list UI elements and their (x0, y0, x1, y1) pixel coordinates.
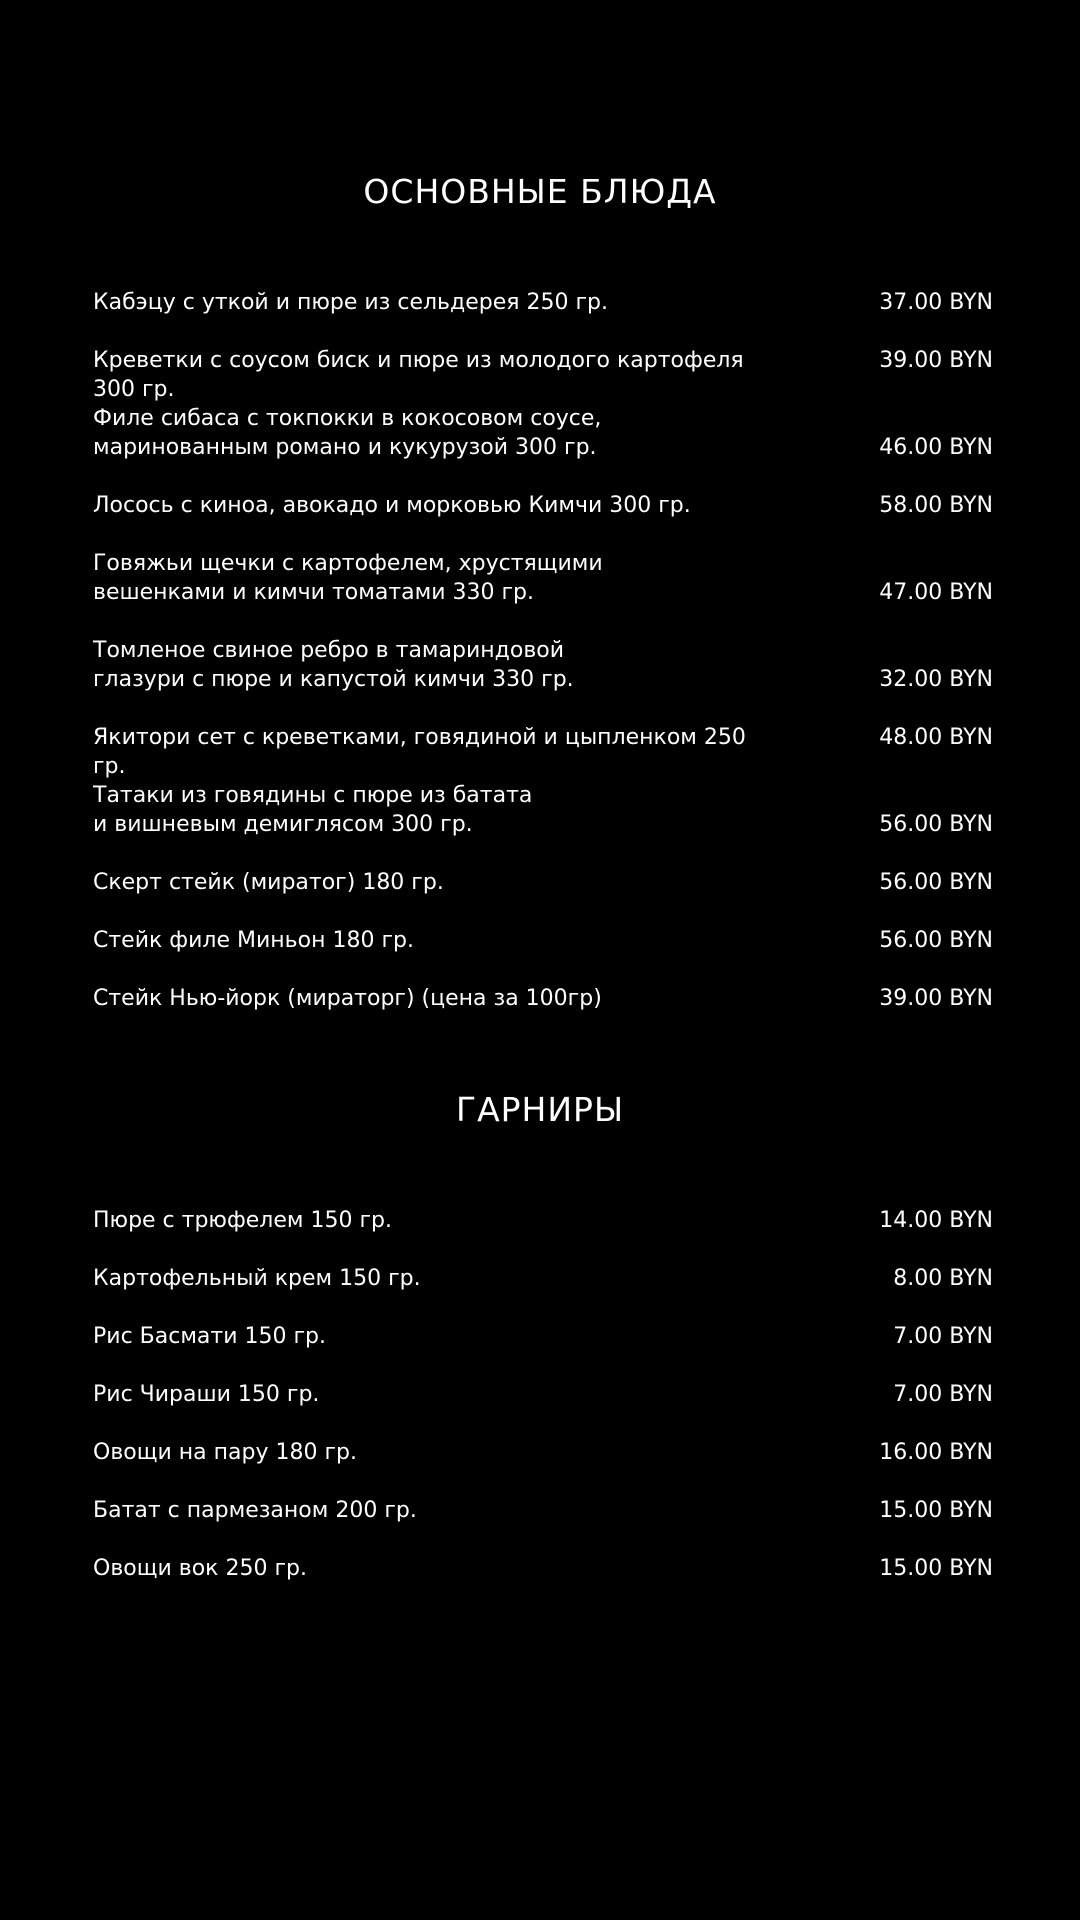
menu-item-name: Креветки с соусом биск и пюре из молодого картофеля 300 гр. (93, 348, 744, 402)
menu-item (93, 549, 993, 607)
menu-item-price: 7.00 BYN (893, 1324, 993, 1349)
section-title-main-dishes: ОСНОВНЫЕ БЛЮДА (363, 172, 717, 211)
menu-item-price: 56.00 BYN (879, 928, 993, 953)
menu-item (93, 1438, 993, 1467)
menu-item-price: 46.00 BYN (879, 435, 993, 460)
menu-item-price: 47.00 BYN (879, 580, 993, 605)
menu-item-name: Стейк Нью-йорк (мираторг) (цена за 100гр) (93, 986, 602, 1011)
menu-item (93, 926, 993, 955)
menu-item-name: Пюре с трюфелем 150 гр. (93, 1208, 392, 1233)
menu-item (93, 868, 993, 897)
menu-item-price: 56.00 BYN (879, 870, 993, 895)
menu-item (93, 1554, 993, 1583)
menu-item (93, 1322, 993, 1351)
menu-item-name: Говяжьи щечки с картофелем, хрустящими вешенками и кимчи томатами 330 гр. (93, 551, 603, 605)
menu-item (93, 404, 993, 462)
menu-item-price: 7.00 BYN (893, 1382, 993, 1407)
menu-item-price: 37.00 BYN (879, 290, 993, 315)
menu-item-price: 8.00 BYN (893, 1266, 993, 1291)
menu-item-price: 56.00 BYN (879, 812, 993, 837)
menu-item-name: Кабэцу с уткой и пюре из сельдерея 250 гр. (93, 290, 609, 315)
menu-item-name: Рис Басмати 150 гр. (93, 1324, 327, 1349)
menu-item-price: 15.00 BYN (879, 1556, 993, 1581)
menu-item (93, 1496, 993, 1525)
menu-item-name: Картофельный крем 150 гр. (93, 1266, 421, 1291)
menu-item-name: Овощи вок 250 гр. (93, 1556, 307, 1581)
menu-item-price: 39.00 BYN (879, 986, 993, 1011)
menu-item (93, 491, 993, 520)
menu-item-price: 32.00 BYN (879, 667, 993, 692)
menu-item-name: Татаки из говядины с пюре из батата и вишневым демиглясом 300 гр. (93, 783, 533, 837)
menu-item-price: 39.00 BYN (879, 348, 993, 373)
menu-item-name: Филе сибаса с токпокки в кокосовом соусе, маринованным романо и кукурузой 300 гр. (93, 406, 602, 460)
menu-item (93, 346, 993, 402)
menu-item-name: Скерт стейк (миратог) 180 гр. (93, 870, 444, 895)
menu-item-name: Томленое свиное ребро в тамариндовой глазури с пюре и капустой кимчи 330 гр. (93, 638, 574, 692)
menu-item-name: Рис Чираши 150 гр. (93, 1382, 320, 1407)
menu-item-price: 58.00 BYN (879, 493, 993, 518)
menu-item (93, 1264, 993, 1293)
menu-item (93, 723, 993, 779)
menu-item-name: Якитори сет с креветками, говядиной и цыпленком 250 гр. (93, 725, 746, 779)
menu-item-name: Овощи на пару 180 гр. (93, 1440, 357, 1465)
menu-item (93, 636, 993, 694)
menu-item (93, 1380, 993, 1409)
menu-item-price: 15.00 BYN (879, 1498, 993, 1523)
menu-item-price: 14.00 BYN (879, 1208, 993, 1233)
menu-item (93, 781, 993, 839)
menu-item (93, 288, 993, 317)
section-title-sides: ГАРНИРЫ (455, 1090, 625, 1129)
menu-item (93, 984, 993, 1013)
menu-item-name: Батат с пармезаном 200 гр. (93, 1498, 417, 1523)
menu-item-name: Лосось с киноа, авокадо и морковью Кимчи 300 гр. (93, 493, 691, 518)
menu-item-name: Стейк филе Миньон 180 гр. (93, 928, 414, 953)
menu-item-price: 16.00 BYN (879, 1440, 993, 1465)
menu-item-price: 48.00 BYN (879, 725, 993, 750)
menu-item (93, 1206, 993, 1235)
